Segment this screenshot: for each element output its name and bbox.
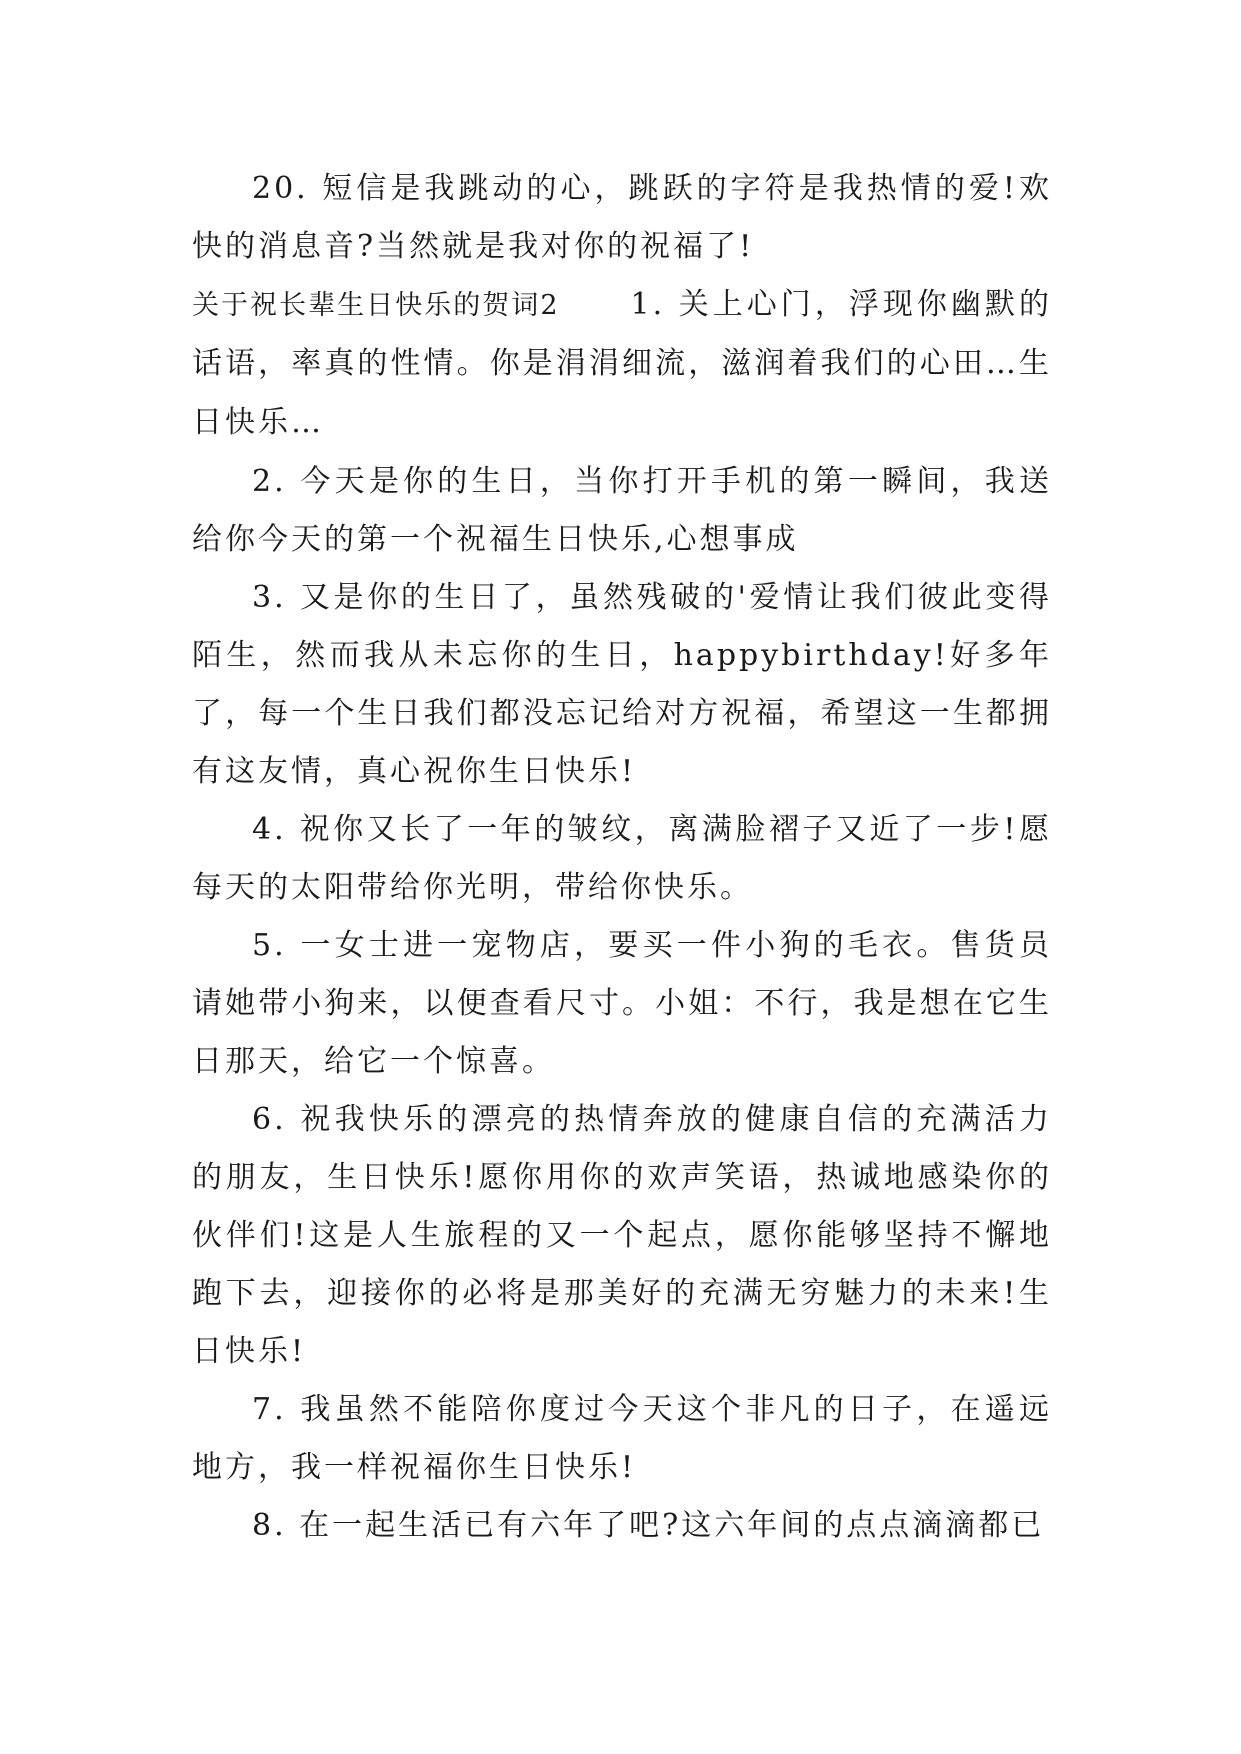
- section-heading-line: [192, 276, 1052, 453]
- paragraph-2: 2. 今天是你的生日，当你打开手机的第一瞬间，我送给你今天的第一个祝福生日快乐,心想事成: [192, 464, 1052, 557]
- paragraph-1: 1. 关上心门，浮现你幽默的话语，率真的性情。你是涓涓细流，滋润着我们的心田…生日快乐…: [192, 287, 1052, 440]
- paragraph-6: 6. 祝我快乐的漂亮的热情奔放的健康自信的充满活力的朋友，生日快乐!愿你用你的欢声笑语，热诚地感染你的伙伴们!这是人生旅程的又一个起点，愿你能够坚持不懈地跑下去，迎接你的必将是那美好的充满无穷魅力的未来!生日快乐!: [192, 1102, 1052, 1369]
- paragraph-7: 7. 我虽然不能陪你度过今天这个非凡的日子，在遥远地方，我一样祝福你生日快乐!: [192, 1392, 1052, 1485]
- paragraph-20: 20. 短信是我跳动的心，跳跃的字符是我热情的爱!欢快的消息音?当然就是我对你的祝福了!: [192, 171, 1052, 264]
- document-body: [192, 160, 1052, 1555]
- paragraph-5: 5. 一女士进一宠物店，要买一件小狗的毛衣。售货员请她带小狗来，以便查看尺寸。小姐：不行，我是想在它生日那天，给它一个惊喜。: [192, 928, 1052, 1079]
- paragraph-8: 8. 在一起生活已有六年了吧?这六年间的点点滴滴都已: [252, 1508, 1045, 1543]
- section-heading: 关于祝长辈生日快乐的贺词2: [192, 290, 559, 321]
- paragraph-4: 4. 祝你又长了一年的皱纹，离满脸褶子又近了一步!愿每天的太阳带给你光明，带给你快乐。: [192, 812, 1052, 905]
- paragraph-3: 3. 又是你的生日了，虽然残破的'爱情让我们彼此变得陌生，然而我从未忘你的生日，happybirthday!好多年了，每一个生日我们都没忘记给对方祝福，希望这一生都拥有这友情，真心祝你生日快乐!: [192, 580, 1052, 789]
